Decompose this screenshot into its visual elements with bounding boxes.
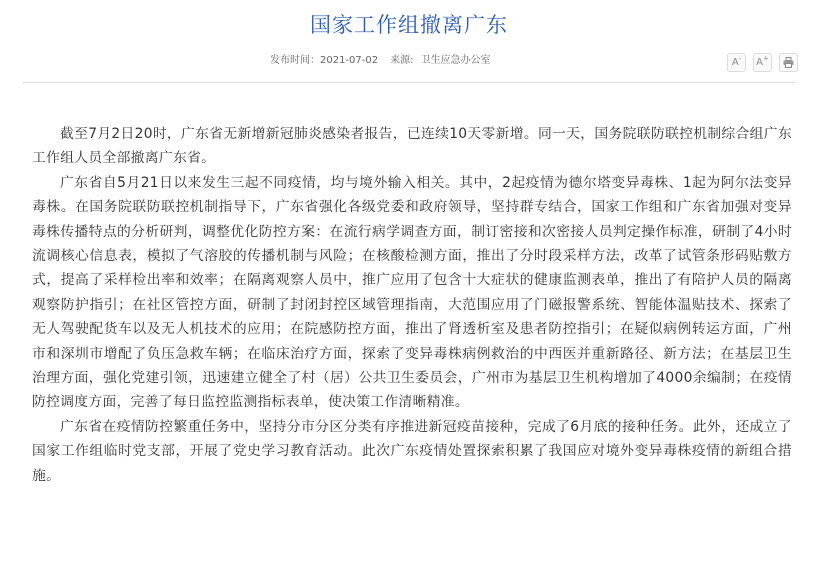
font-decrease-icon: A- [731, 54, 742, 68]
article-body [32, 122, 792, 488]
print-button[interactable] [779, 53, 798, 72]
paragraph: 截至7月2日20时，广东省无新增新冠肺炎感染者报告，已连续10天零新增。同一天，国务院联防联控机制综合组广东工作组人员全部撤离广东省。 [32, 126, 792, 167]
print-icon [783, 57, 794, 68]
page-title: 国家工作组撤离广东 [310, 13, 508, 37]
header-divider [22, 82, 796, 83]
publish-date: 2021-07-02 [320, 55, 379, 66]
paragraph: 广东省自5月21日以来发生三起不同疫情，均与境外输入相关。其中，2起疫情为德尔塔变异毒株、1起为阿尔法变异毒株。在国务院联防联控机制指导下，广东省强化各级党委和政府领导，坚持群专结合，国家工作组和广东省加强对变异毒株传播特点的分析研判，调整优化防控方案：在流行病学调查方面，制订密接和次密接人员判定操作标准，研制了4小时流调核心信息表，模拟了气溶胶的传播机制与风险；在核酸检测方面，推出了分时段采样方法，改革了试管条形码贴敷方式，提高了采样检出率和效率；在隔离观察人员中，推广应用了包含十大症状的健康监测表单，推出了有陪护人员的隔离观察防护指引；在社区管控方面，研制了封闭封控区域管理指南，大范围应用了门磁报警系统、智能体温贴技术、探索了无人驾驶配货车以及无人机技术的应用；在院感防控方面，推出了肾透析室及患者防控指引；在疑似病例转运方面，广州市和深圳市增配了负压急救车辆；在临床治疗方面，探索了变异毒株病例救治的中西医并重新路径、新方法；在基层卫生治理方面，强化党建引领，迅速建立健全了村（居）公共卫生委员会，广州市为基层卫生机构增加了4000余编制；在疫情防控调度方面，完善了每日监控监测指标表单，使决策工作清晰精准。 [32, 174, 792, 411]
font-increase-button[interactable] [753, 53, 772, 72]
article-meta [0, 52, 818, 70]
font-increase-icon: A+ [756, 54, 769, 68]
paragraph: 广东省在疫情防控繁重任务中，坚持分市分区分类有序推进新冠疫苗接种，完成了6月底的接种任务。此外，还成立了国家工作组临时党支部，开展了党史学习教育活动。此次广东疫情处置探索积累了我国应对境外变异毒株疫情的新组合措施。 [32, 418, 792, 484]
publish-time-label: 发布时间： [270, 55, 320, 66]
font-decrease-button[interactable] [727, 53, 746, 72]
source-value: 卫生应急办公室 [420, 55, 491, 66]
source-label: 来源: [390, 55, 414, 66]
article-meta-info [270, 52, 491, 70]
